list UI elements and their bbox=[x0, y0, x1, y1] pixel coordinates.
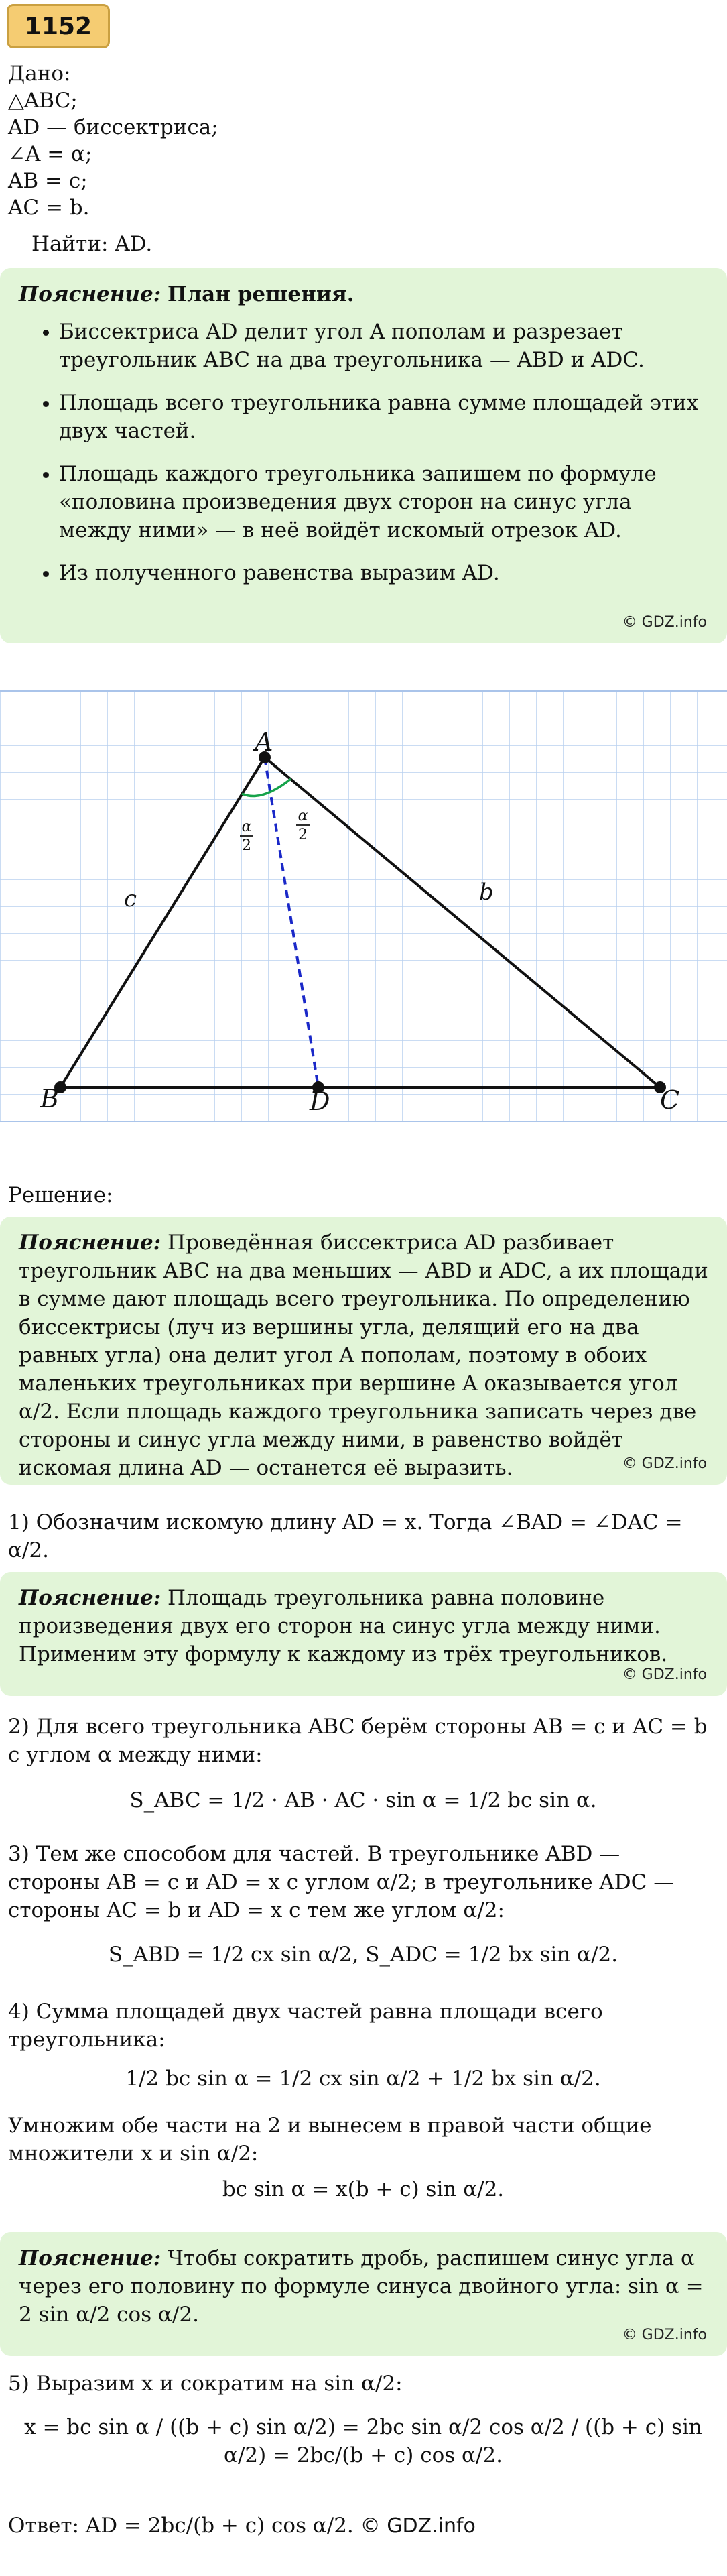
given-line: AD — биссектриса; bbox=[8, 115, 218, 139]
note-text: Проведённая биссектриса AD разбивает треугольник ABC на два меньших — ABD и ADC, а их площади в сумме дают площадь всего треугольника. По определению биссектрисы (луч из вершины угла, делящий его на два равных угла) она делит угол A пополам, поэтому в обоих маленьких треугольниках при вершине A оказывается угол α/2. Если площадь каждого треугольника записать через две стороны и синус угла между ними, в равенство войдёт искомая длина AD — останется её выразить. bbox=[19, 1231, 708, 1480]
step-5: 5) Выразим x и сократим на sin α/2: bbox=[8, 2372, 403, 2396]
answer-text: Ответ: AD = 2bc/(b + c) cos α/2. bbox=[8, 2514, 354, 2538]
note-lead: Пояснение: bbox=[19, 1586, 161, 1610]
solution-note-3 bbox=[0, 2232, 727, 2356]
label-b: B bbox=[40, 1084, 59, 1113]
note-lead: Пояснение: bbox=[19, 282, 161, 306]
problem-number-badge: 1152 bbox=[7, 4, 110, 48]
half-angle-left-den: 2 bbox=[242, 837, 251, 854]
given-block bbox=[8, 60, 218, 257]
solution-note-2 bbox=[0, 1572, 727, 1696]
formula-area-sum: 1/2 bc sin α = 1/2 cx sin α/2 + 1/2 bx sin α/2. bbox=[125, 2067, 601, 2091]
formula-area-abc: S_ABC = 1/2 · AB · AC · sin α = 1/2 bc sin α. bbox=[129, 1788, 597, 1813]
given-title: Дано: bbox=[8, 62, 71, 86]
step-4: 4) Сумма площадей двух частей равна площади всего треугольника: bbox=[8, 2000, 603, 2052]
plan-item: • Из полученного равенства выразим AD. bbox=[59, 559, 708, 587]
plan-item: • Площадь каждого треугольника запишем по формуле «половина произведения двух сторон на синус угла между ними» — в неё войдёт искомый отрезок AD. bbox=[59, 460, 708, 544]
note-body bbox=[19, 1229, 708, 1482]
plan-title: План решения. bbox=[168, 282, 354, 306]
label-c: C bbox=[660, 1085, 680, 1115]
copyright: © GDZ.info bbox=[622, 614, 707, 631]
label-side-c: c bbox=[124, 885, 137, 912]
copyright: © GDZ.info bbox=[622, 1666, 707, 1683]
label-side-b: b bbox=[479, 879, 494, 906]
solution-note-1 bbox=[0, 1217, 727, 1485]
note-text: Площадь треугольника равна половине произведения двух его сторон на синус угла между ними. Применим эту формулу к каждому из трёх треугольников. bbox=[19, 1586, 668, 1666]
half-angle-right-num: α bbox=[298, 808, 308, 824]
grid-background bbox=[0, 692, 727, 1121]
step-2: 2) Для всего треугольника ABC берём стороны AB = c и AC = b с углом α между ними: bbox=[8, 1715, 708, 1767]
plan-list bbox=[19, 318, 708, 587]
note-lead: Пояснение: bbox=[19, 2246, 161, 2270]
note-body bbox=[19, 2244, 708, 2329]
find-line: Найти: AD. bbox=[31, 232, 153, 256]
copyright: © GDZ.info bbox=[622, 1455, 707, 1472]
label-a: A bbox=[255, 727, 273, 757]
note-body bbox=[19, 1584, 708, 1668]
answer-line bbox=[8, 2514, 476, 2538]
label-d: D bbox=[310, 1087, 330, 1116]
triangle-svg bbox=[0, 692, 727, 1121]
copyright: © GDZ.info bbox=[360, 2514, 476, 2538]
triangle-figure bbox=[0, 690, 727, 1122]
given-line: △ABC; bbox=[8, 88, 78, 113]
step-3: 3) Тем же способом для частей. В треугольнике ABD — стороны AB = c и AD = x с углом α/2; в треугольнике ADC — стороны AC = b и AD = x с тем же углом α/2: bbox=[8, 1842, 675, 1922]
formula-area-parts: S_ABD = 1/2 cx sin α/2, S_ADC = 1/2 bx sin α/2. bbox=[108, 1943, 618, 1967]
formula-simplified: bc sin α = x(b + c) sin α/2. bbox=[222, 2177, 505, 2201]
half-angle-right-den: 2 bbox=[298, 826, 308, 843]
plan-item: • Биссектриса AD делит угол A пополам и разрезает треугольник ABC на два треугольника — ABD и ADC. bbox=[59, 318, 708, 374]
formula-final-derivation: x = bc sin α / ((b + c) sin α/2) = 2bc sin α/2 cos α/2 / ((b + c) sin α/2) = 2bc/(b + c) cos α/2. bbox=[24, 2415, 702, 2467]
note-lead: Пояснение: bbox=[19, 1231, 161, 1255]
half-angle-left-num: α bbox=[241, 818, 252, 835]
plan-note bbox=[0, 268, 727, 643]
given-line: AB = c; bbox=[8, 169, 88, 193]
step-4b: Умножим обе части на 2 и вынесем в правой части общие множители x и sin α/2: bbox=[8, 2113, 652, 2166]
copyright: © GDZ.info bbox=[622, 2327, 707, 2343]
given-line: ∠A = α; bbox=[8, 142, 92, 166]
step-1: 1) Обозначим искомую длину AD = x. Тогда ∠BAD = ∠DAC = α/2. bbox=[8, 1510, 683, 1562]
plan-item: • Площадь всего треугольника равна сумме площадей этих двух частей. bbox=[59, 389, 708, 445]
note-text: Чтобы сократить дробь, распишем синус угла α через его половину по формуле синуса двойного угла: sin α = 2 sin α/2 cos α/2. bbox=[19, 2246, 704, 2327]
solution-title: Решение: bbox=[8, 1183, 113, 1207]
given-line: AC = b. bbox=[8, 196, 90, 220]
